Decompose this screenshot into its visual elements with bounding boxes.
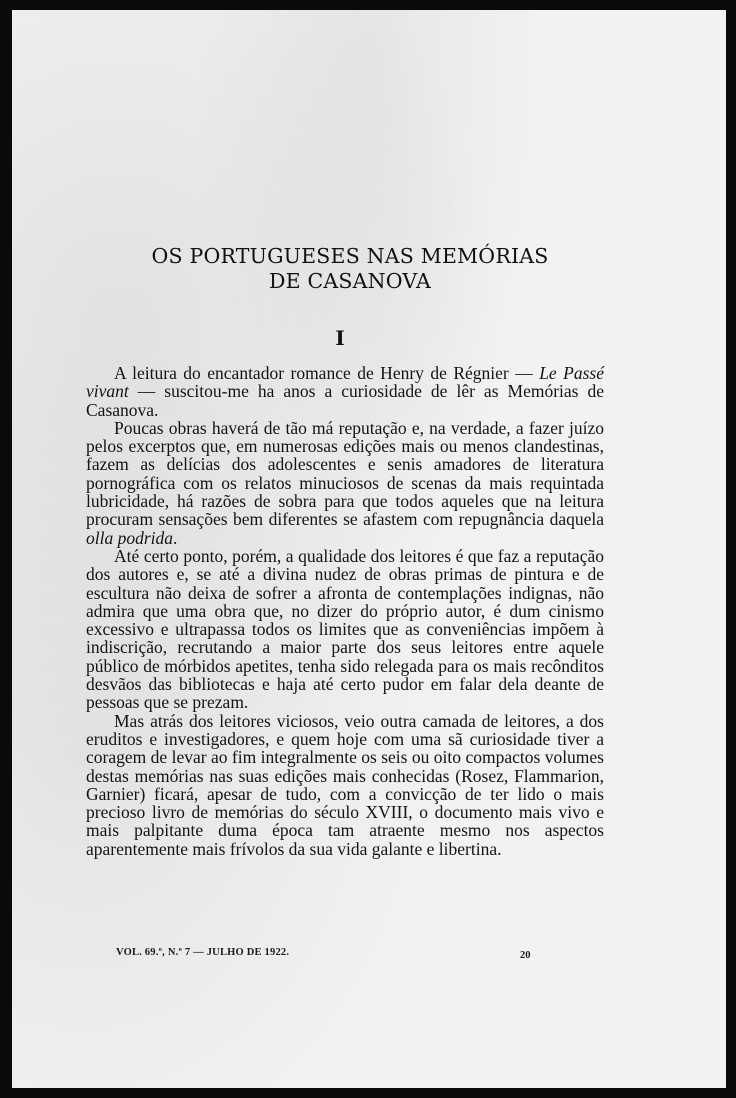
paragraph-2-text: Poucas obras haverá de tão má reputação e, na verdade, a fazer juízo pelos excerptos que, em numerosas edições mais ou menos clandestinas, fazem as delícias dos adolescentes e senis amadores de literatura pornográfica com os relatos minuciosos de scenas da mais requintada lubricidade, há razões de sobra para que todos aqueles que na leitura procuram sensações bem diferentes se afastem com repugnância daquela xyxy=(86,417,604,530)
paragraph-4-text: Mas atrás dos leitores viciosos, veio outra camada de leitores, a dos eruditos e investigadores, e quem hoje com uma sã curiosidade tiver a coragem de levar ao fim integralmente os seis ou oito compactos volumes destas memórias nas suas edições mais conhecidas (Rosez, Flammarion, Garnier) ficará, apesar de tudo, com a convicção de ter lido o mais precioso livro de memórias do século XVIII, o documento mais vivo e mais palpitante duma época tam atraente mesmo nos aspectos aparentemente mais frívolos da sua vida galante e libertina. xyxy=(86,710,604,859)
article-title xyxy=(100,244,600,294)
article-body xyxy=(86,364,604,858)
paragraph-2-italic: olla podrida xyxy=(86,527,174,548)
page-number: 20 xyxy=(520,950,531,961)
paragraph-2-text-end: . xyxy=(173,527,178,548)
volume-footer: VOL. 69.º, N.º 7 — JULHO DE 1922. xyxy=(116,947,290,958)
paragraph-4 xyxy=(86,712,604,858)
section-number: I xyxy=(335,326,345,350)
paragraph-1-italic: Le Passé vivant xyxy=(86,363,604,402)
title-line-2: DE CASANOVA xyxy=(268,269,432,293)
paragraph-3 xyxy=(86,547,604,712)
title-line-1: OS PORTUGUESES NAS MEMÓRIAS xyxy=(151,244,549,268)
paragraph-3-text: Até certo ponto, porém, a qualidade dos leitores é que faz a reputação dos autores e, se até a divina nudez de obras primas de pintura e de escultura não deixa de sofrer a afronta de contemplações indignas, não admira que uma obra que, no dizer do próprio autor, é dum cinismo excessivo e ultrapassa todos os limites que as conveniências impõem à indiscrição, recrutando a maior parte dos seus leitores entre aquele público de mórbidos apetites, tenha sido relegada para os mais recônditos desvãos das bibliotecas e haja até certo pudor em falar dela deante de pessoas que se prezam. xyxy=(86,545,604,713)
paragraph-1-text: A leitura do encantador romance de Henry de Régnier — xyxy=(114,363,540,383)
paragraph-1-text-end: — suscitou-me ha anos a curiosidade de lêr as Memórias de Casanova. xyxy=(86,381,604,420)
paragraph-1 xyxy=(86,364,604,419)
paragraph-2 xyxy=(86,419,604,547)
